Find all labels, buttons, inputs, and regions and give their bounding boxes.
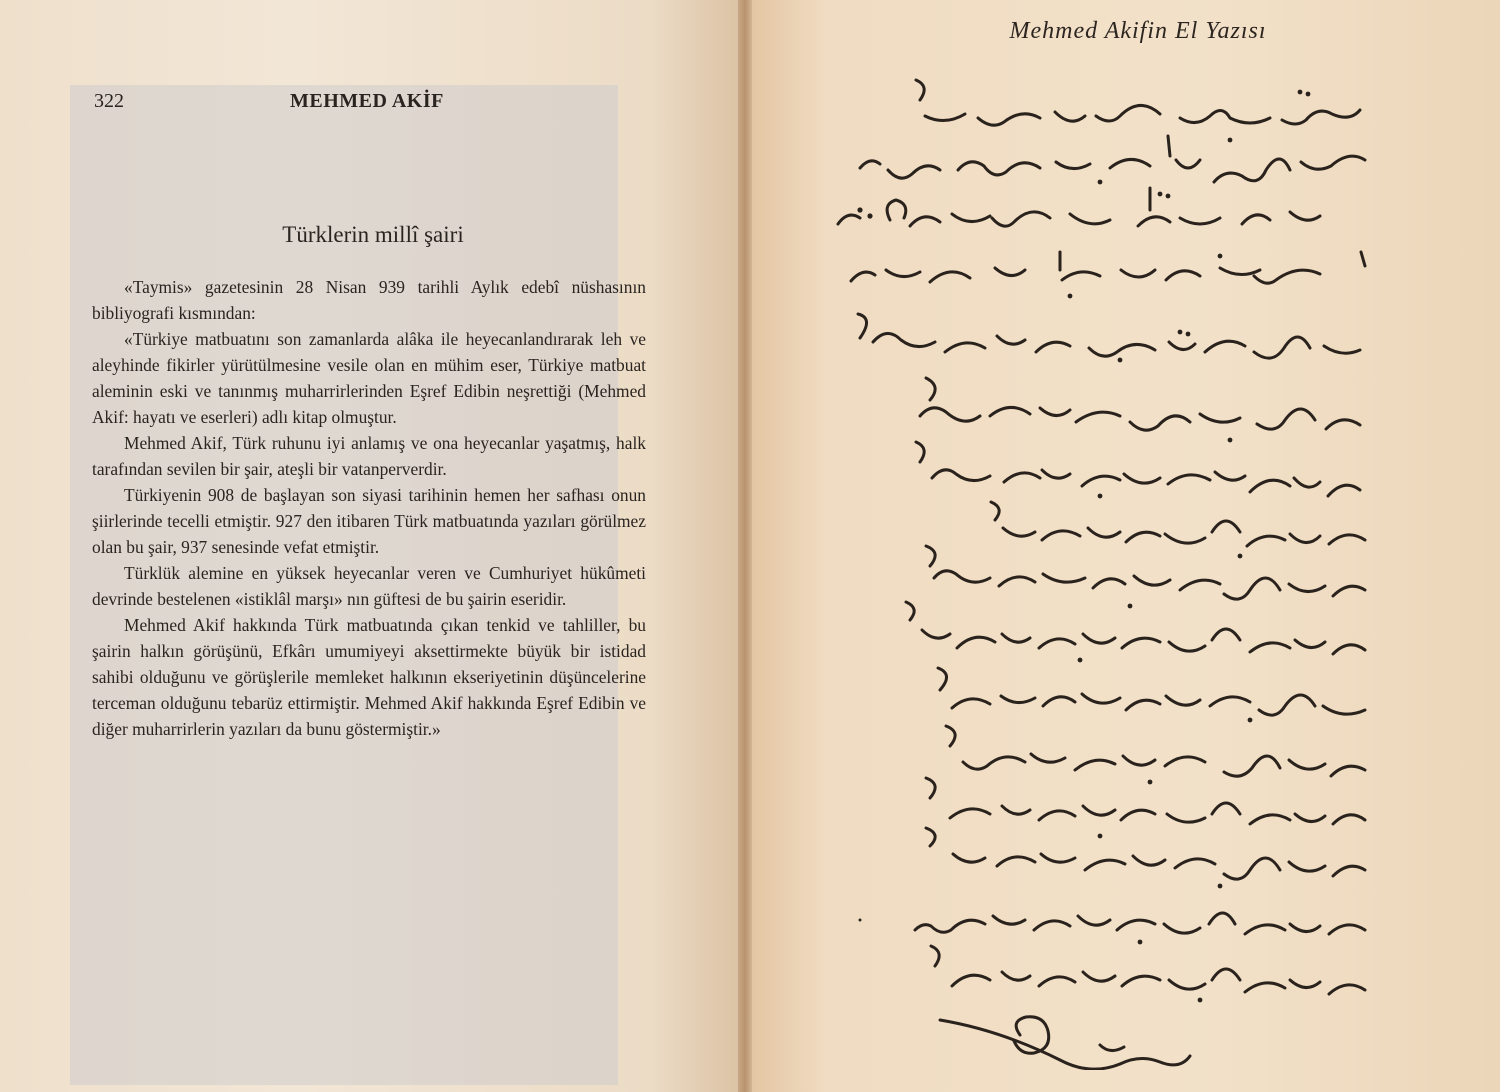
paragraph: Türkiyenin 908 de başlayan son siyasi tarihinin hemen her safhası onun şiirlerinde tecelli etmiştir. 927 den itibaren Türk matbuatında yazıları görülmez olan bu şair, 937 senesinde vefat etmiştir. [92, 485, 646, 557]
paragraph: «Taymis» gazetesinin 28 Nisan 939 tarihli Aylık edebî nüshasının bibliyografi kısmından: [92, 277, 646, 323]
article-body [92, 274, 646, 742]
paragraph: Mehmed Akif, Türk ruhunu iyi anlamış ve ona heyecanlar yaşatmış, halk tarafından sevilen bir şair, ateşli bir vatanperverdir. [92, 433, 646, 479]
paragraph: Mehmed Akif hakkında Türk matbuatında çıkan tenkid ve tahliller, bu şairin halkın görüşünü, Efkârı umumiyeyi aksettirmekte büyük bir istidad sahibi olduğunu ve görüşlerile memleket halkının ekseriyetinin düşüncelerine terceman olduğunu tebarüz ettirmiştir. Mehmed Akif hakkında Eşref Edibin ve diğer muharrirlerin yazıları da bunu göstermiştir.» [92, 615, 646, 739]
book-gutter [738, 0, 752, 1092]
paragraph: Türklük alemine en yüksek heyecanlar veren ve Cumhuriyet hükûmeti devrinde bestelenen «istiklâl marşı» nın güftesi de bu şairin eseridir. [92, 563, 646, 609]
page-number: 322 [94, 90, 124, 112]
manuscript-title: Mehmed Akifin El Yazısı [1009, 18, 1267, 44]
running-head: MEHMED AKİF [290, 90, 444, 112]
paragraph: «Türkiye matbuatını son zamanlarda alâka ile heyecanlandırarak leh ve aleyhinde fikirler yürütülmesine vesile olan en mühim eser, Türkiye matbuat aleminin eski ve tanınmış muharrirlerinden Eşref Edibin neşrettiği (Mehmed Akif: hayatı ve eserleri) adlı kitap olmuştur. [92, 329, 646, 427]
handwriting-image [800, 70, 1400, 1070]
handwritten-manuscript [800, 70, 1400, 1070]
left-page [0, 0, 738, 1092]
article-title: Türklerin millî şairi [282, 222, 464, 247]
